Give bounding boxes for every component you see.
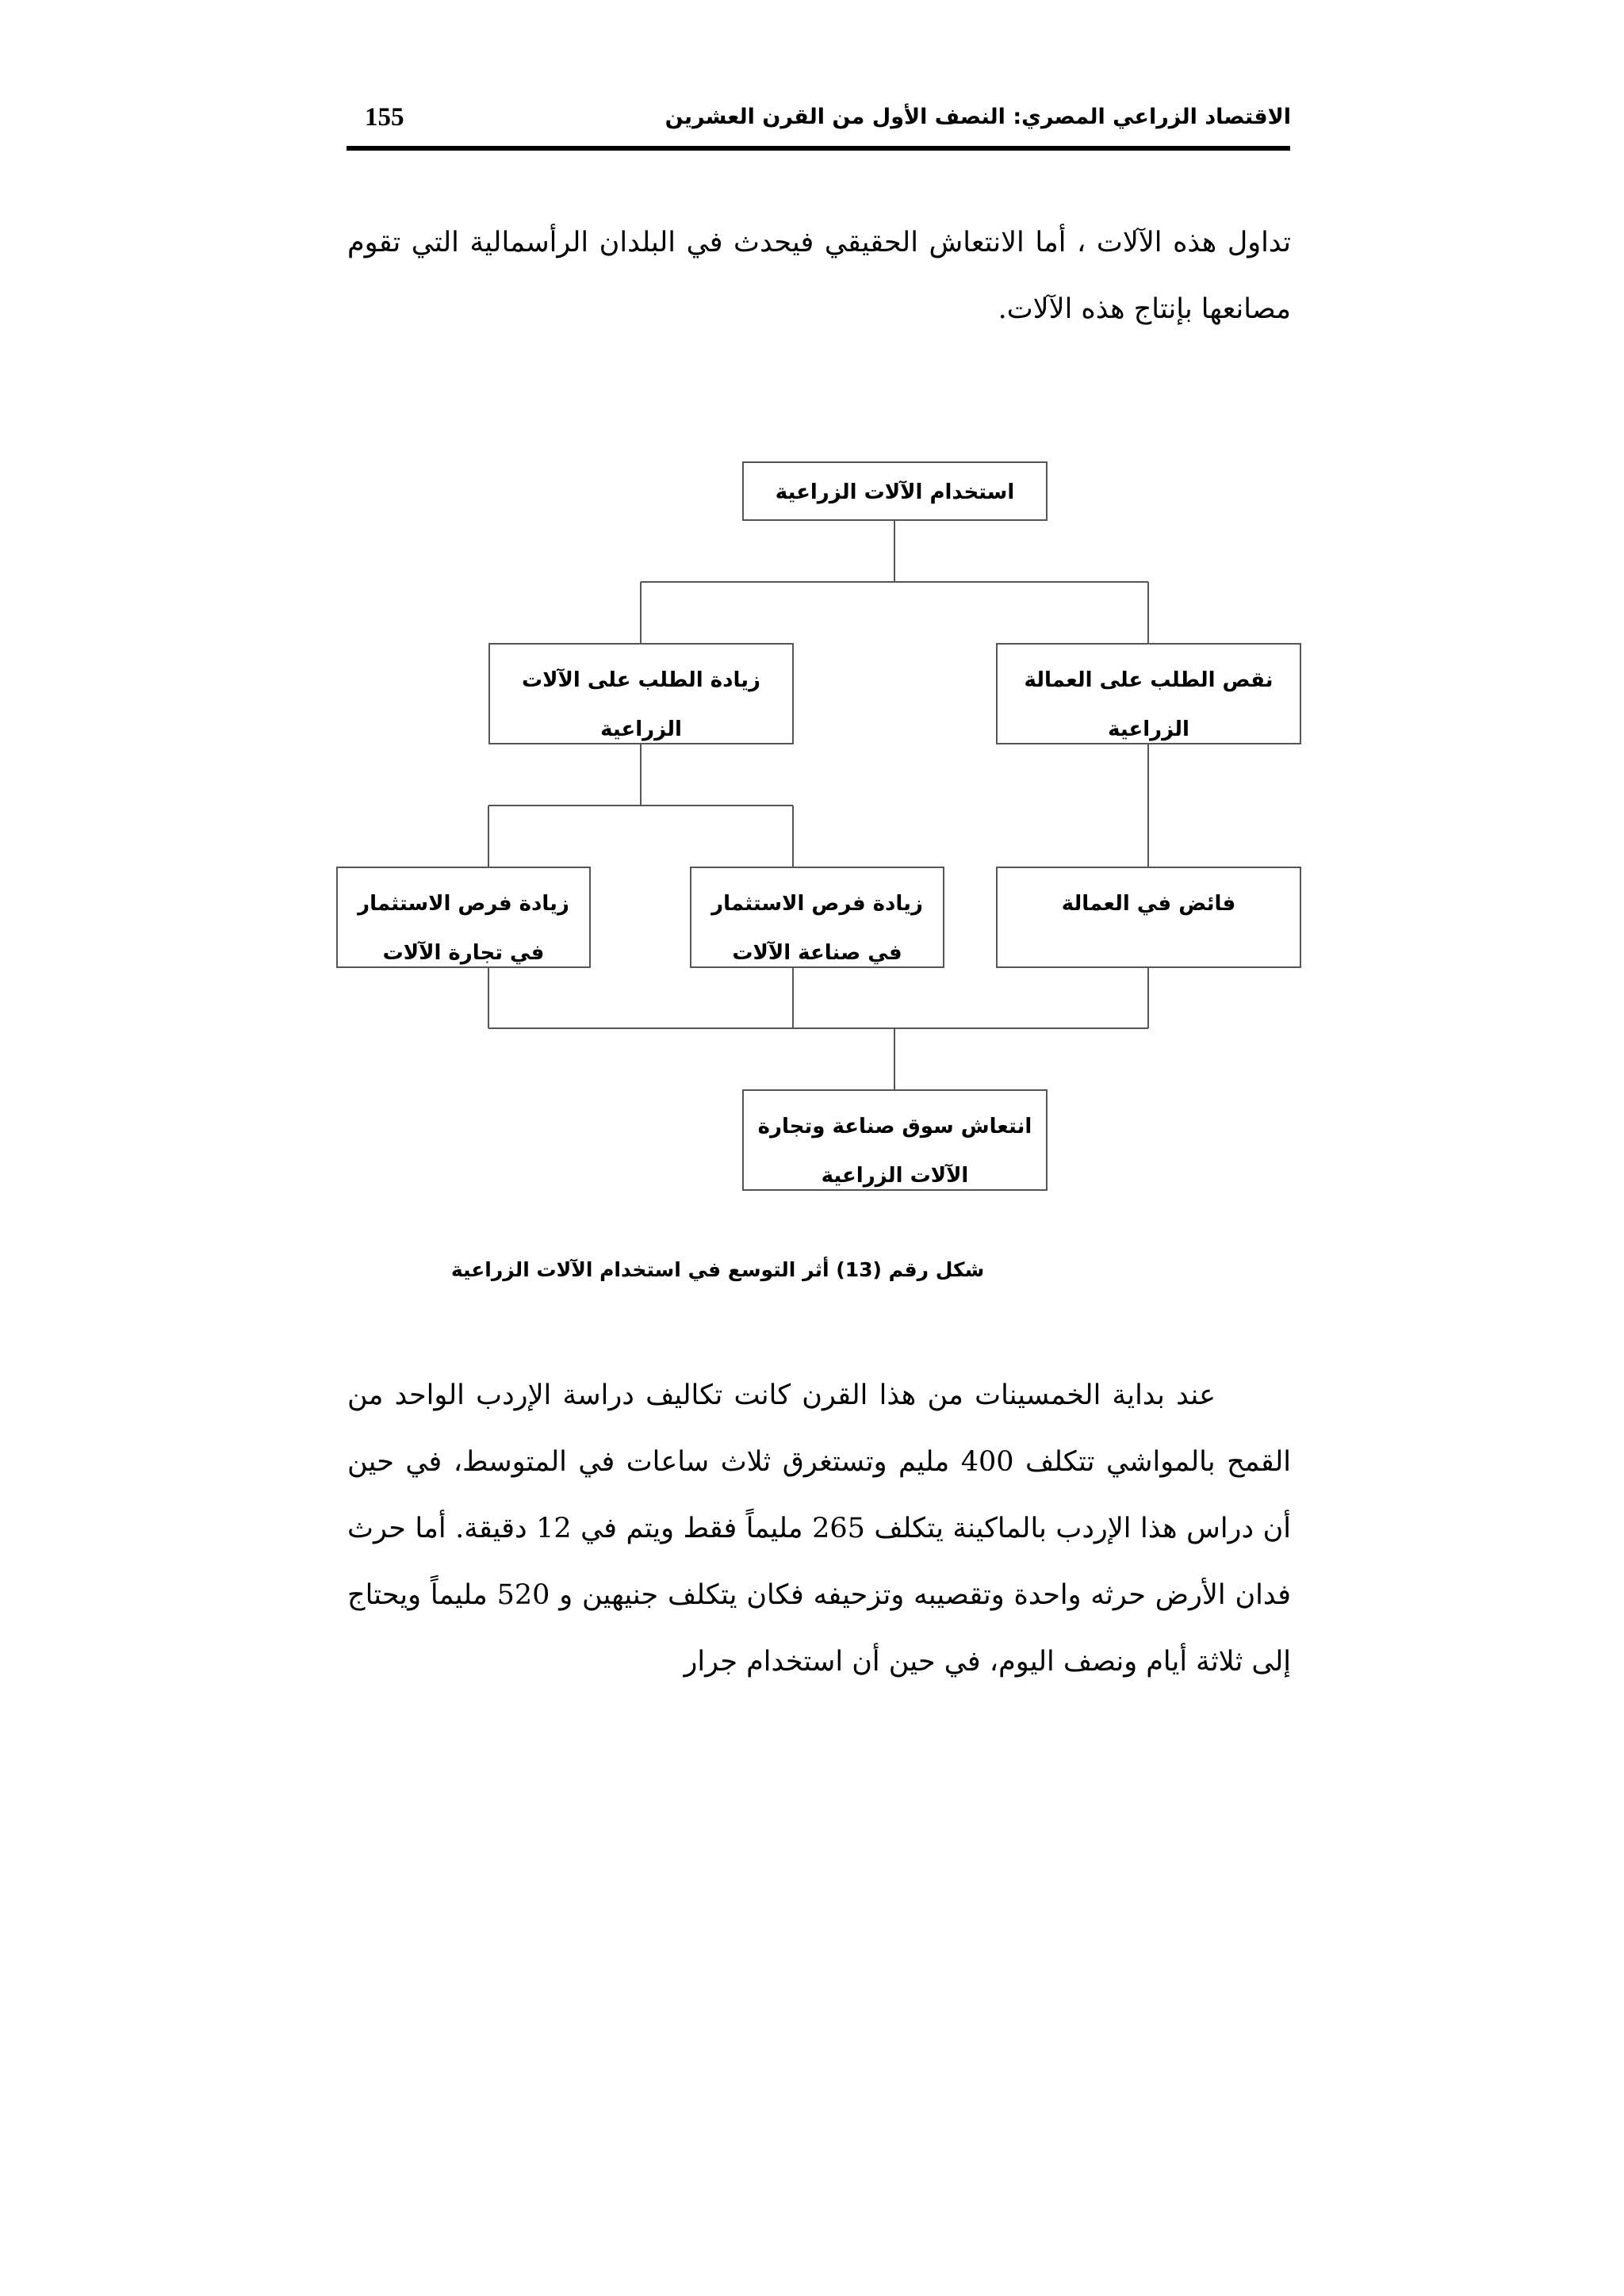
node-labor-surplus: فائض في العمالة [996,867,1301,968]
page-number: 155 [365,103,404,132]
node-investment-manufacturing: زيادة فرص الاستثمار في صناعة الآلات [690,867,944,968]
paragraph-body: عند بداية الخمسينات من هذا القرن كانت تكاليف دراسة الإردب الواحد من القمح بالمواشي تتكلف 400 مليم وتستغرق ثلاث ساعات في المتوسط، في حين أن دراس هذا الإردب بالماكينة يتكلف 265 مليماً فقط ويتم في 12 دقيقة. أما حرث فدان الأرض حرثه واحدة وتقصيبه وتزحيفه فكان يتكلف جنيهين و 520 مليماً ويحتاج إلى ثلاثة أيام ونصف اليوم، في حين أن استخدام جرار [347,1380,1291,1678]
running-header-title: الاقتصاد الزراعي المصري: النصف الأول من القرن العشرين [665,105,1291,129]
header-rule [347,146,1290,151]
node-labor-demand-decline: نقص الطلب على العمالة الزراعية [996,643,1301,744]
node-market-revival: انتعاش سوق صناعة وتجارة الآلات الزراعية [742,1089,1048,1191]
node-demand-machinery: زيادة الطلب على الآلات الزراعية [488,643,794,744]
node-investment-trade: زيادة فرص الاستثمار في تجارة الآلات [336,867,591,968]
figure-caption: شكل رقم (13) أثر التوسع في استخدام الآلات الزراعية [450,1258,985,1281]
node-machinery-use: استخدام الآلات الزراعية [742,461,1048,521]
paragraph-intro: تداول هذه الآلات ، أما الانتعاش الحقيقي فيحدث في البلدان الرأسمالية التي تقوم مصانعها بإنتاج هذه الآلات. [347,227,1291,325]
